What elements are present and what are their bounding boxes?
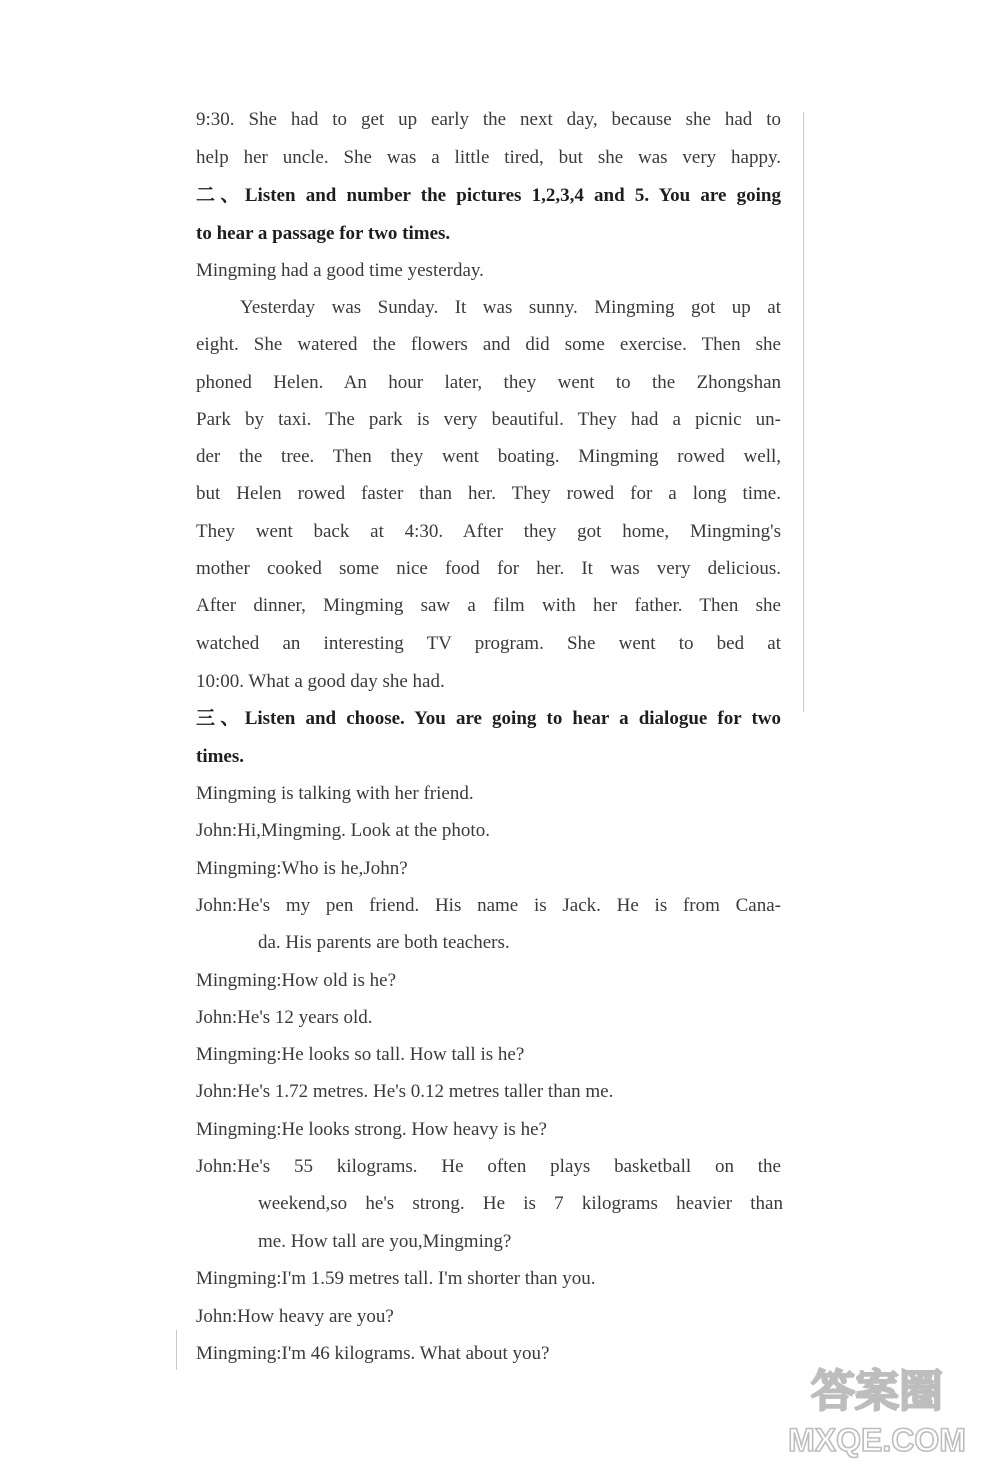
section-heading: times. (196, 746, 245, 767)
dialogue-line: John:He's 55 kilograms. He often plays basketball on the (196, 1156, 781, 1177)
text-line: 10:00. What a good day she had. (196, 671, 445, 692)
margin-rule-bottom (176, 1330, 177, 1370)
dialogue-line: Mingming:I'm 46 kilograms. What about you? (196, 1343, 550, 1364)
text-line: help her uncle. She was a little tired, but she was very happy. (196, 147, 781, 168)
dialogue-line: John:He's my pen friend. His name is Jack. He is from Cana- (196, 895, 781, 916)
text-line: phoned Helen. An hour later, they went to the Zhongshan (196, 372, 781, 393)
watermark-logo (772, 1356, 982, 1461)
dialogue-line: John:He's 1.72 metres. He's 0.12 metres taller than me. (196, 1081, 614, 1102)
text-line: but Helen rowed faster than her. They rowed for a long time. (196, 483, 781, 504)
dialogue-line: John:Hi,Mingming. Look at the photo. (196, 820, 490, 841)
dialogue-line: John:He's 12 years old. (196, 1007, 373, 1028)
text-line: mother cooked some nice food for her. It was very delicious. (196, 558, 781, 579)
text-line: der the tree. Then they went boating. Mingming rowed well, (196, 446, 781, 467)
dialogue-line: Mingming:How old is he? (196, 970, 397, 991)
dialogue-line: Mingming:Who is he,John? (196, 858, 408, 879)
svg-text:答案圈: 答案圈 (811, 1366, 943, 1417)
dialogue-line-continued: me. How tall are you,Mingming? (258, 1231, 512, 1252)
text-line: eight. She watered the flowers and did some exercise. Then she (196, 334, 781, 355)
dialogue-line-continued: weekend,so he's strong. He is 7 kilograms heavier than (258, 1193, 783, 1214)
text-line: They went back at 4:30. After they got home, Mingming's (196, 521, 781, 542)
passage-title: Mingming had a good time yesterday. (196, 260, 484, 281)
text-line: Park by taxi. The park is very beautiful. They had a picnic un- (196, 409, 781, 430)
dialogue-line: John:How heavy are you? (196, 1306, 394, 1327)
text-line: 9:30. She had to get up early the next day, because she had to (196, 109, 781, 130)
svg-text:MXQE.COM: MXQE.COM (788, 1422, 966, 1458)
section-heading: to hear a passage for two times. (196, 223, 451, 244)
dialogue-line: Mingming:He looks so tall. How tall is he? (196, 1044, 525, 1065)
dialogue-intro: Mingming is talking with her friend. (196, 783, 474, 804)
dialogue-line: Mingming:He looks strong. How heavy is he? (196, 1119, 547, 1140)
text-line: watched an interesting TV program. She went to bed at (196, 633, 781, 654)
text-line: After dinner, Mingming saw a film with her father. Then she (196, 595, 781, 616)
margin-rule (803, 112, 804, 712)
text-line: Yesterday was Sunday. It was sunny. Mingming got up at (240, 297, 781, 318)
section-heading: 二、Listen and number the pictures 1,2,3,4 and 5. You are going (196, 185, 781, 206)
section-heading: 三、Listen and choose. You are going to hear a dialogue for two (196, 708, 781, 729)
dialogue-line: Mingming:I'm 1.59 metres tall. I'm shorter than you. (196, 1268, 596, 1289)
dialogue-line-continued: da. His parents are both teachers. (258, 932, 510, 953)
